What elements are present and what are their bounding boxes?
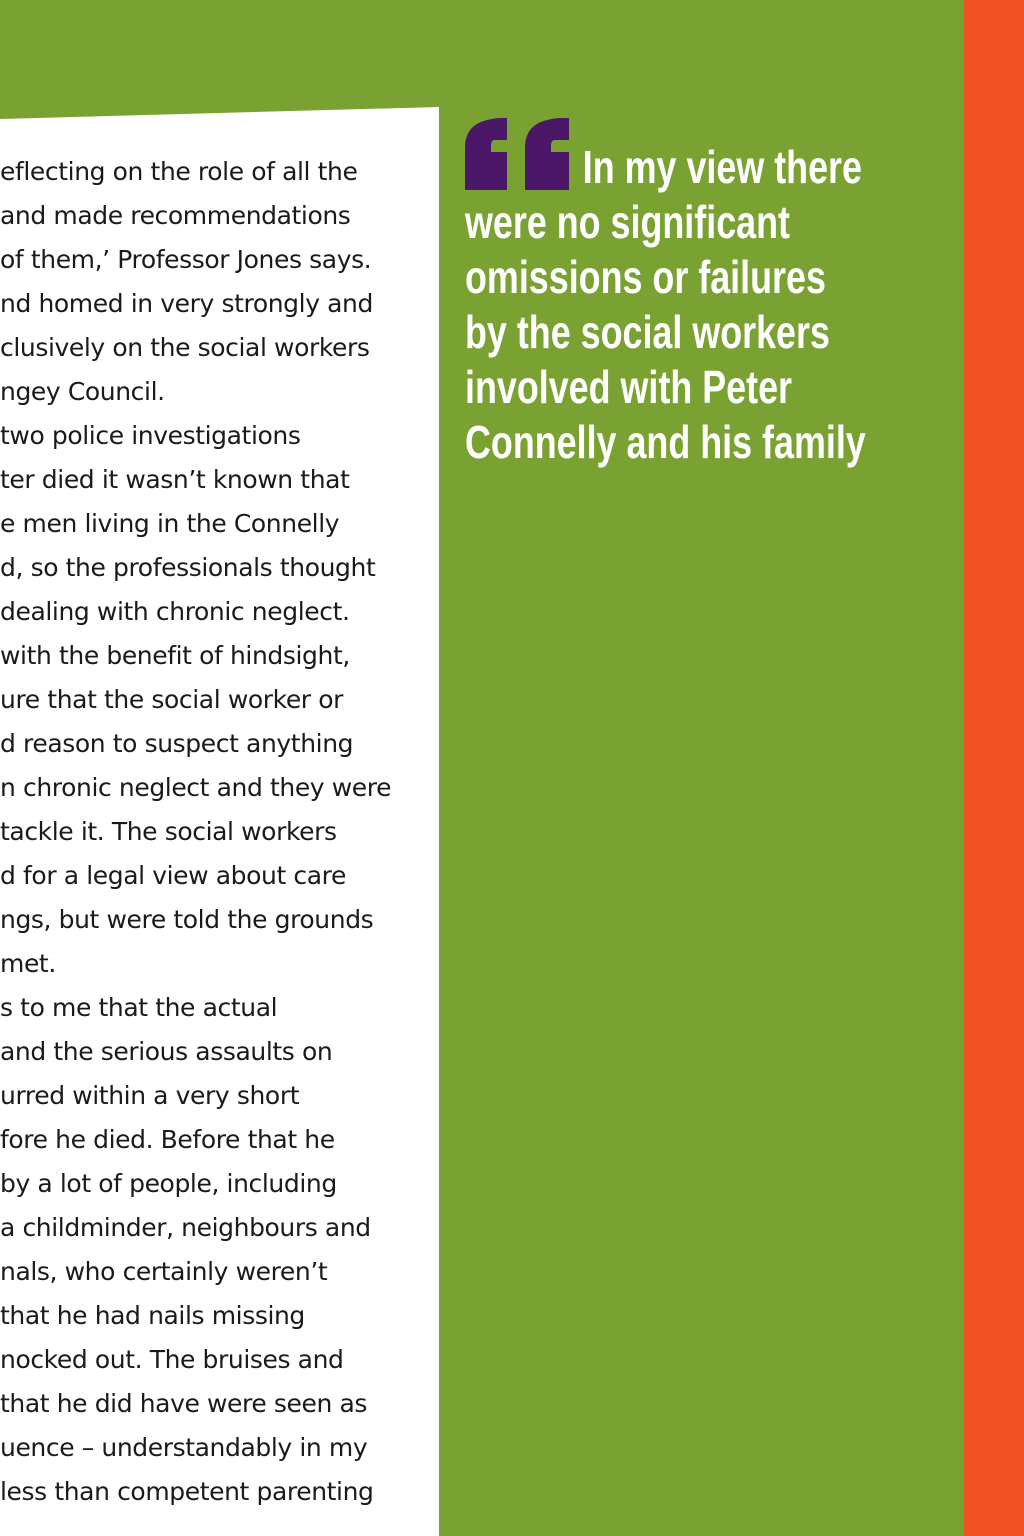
orange-edge-stripe	[964, 0, 1024, 1536]
body-line: ngey Council.	[0, 377, 165, 406]
body-line: nocked out. The bruises and	[0, 1345, 344, 1374]
body-line: tackle it. The social workers	[0, 817, 337, 846]
body-line: d, so the professionals thought	[0, 553, 376, 582]
quote-line: involved with Peter	[465, 361, 792, 413]
body-line: of them,’ Professor Jones says.	[0, 245, 372, 274]
body-line: fore he died. Before that he	[0, 1125, 335, 1154]
body-line: and the serious assaults on	[0, 1037, 333, 1066]
pull-quote-text	[465, 140, 933, 470]
quote-line: by the social workers	[465, 306, 830, 358]
quote-line: In my view there	[582, 141, 862, 193]
quote-line: Connelly and his family	[465, 416, 866, 468]
body-line: s to me that the actual	[0, 993, 278, 1022]
body-line: eflecting on the role of all the	[0, 157, 358, 186]
body-line: d reason to suspect anything	[0, 729, 354, 758]
body-line: nd homed in very strongly and	[0, 289, 373, 318]
body-line: two police investigations	[0, 421, 301, 450]
body-line: met.	[0, 949, 56, 978]
body-line: nals, who certainly weren’t	[0, 1257, 328, 1286]
body-line: ngs, but were told the grounds	[0, 905, 374, 934]
body-line: ure that the social worker or	[0, 685, 344, 714]
body-line: that he did have were seen as	[0, 1389, 368, 1418]
body-line: a childminder, neighbours and	[0, 1213, 371, 1242]
quote-line: omissions or failures	[465, 251, 826, 303]
body-line: n chronic neglect and they were	[0, 773, 392, 802]
body-line: ter died it wasn’t known that	[0, 465, 350, 494]
body-line: urred within a very short	[0, 1081, 300, 1110]
body-line: and made recommendations	[0, 201, 351, 230]
body-line: dealing with chronic neglect.	[0, 597, 350, 626]
quote-line: were no significant	[465, 196, 790, 248]
body-line: that he had nails missing	[0, 1301, 305, 1330]
body-line: by a lot of people, including	[0, 1169, 337, 1198]
body-line: with the benefit of hindsight,	[0, 641, 350, 670]
article-body-text	[0, 150, 439, 1514]
body-line: less than competent parenting	[0, 1477, 374, 1506]
body-line: clusively on the social workers	[0, 333, 370, 362]
body-line: uence – understandably in my	[0, 1433, 368, 1462]
body-line: e men living in the Connelly	[0, 509, 340, 538]
body-line: d for a legal view about care	[0, 861, 346, 890]
